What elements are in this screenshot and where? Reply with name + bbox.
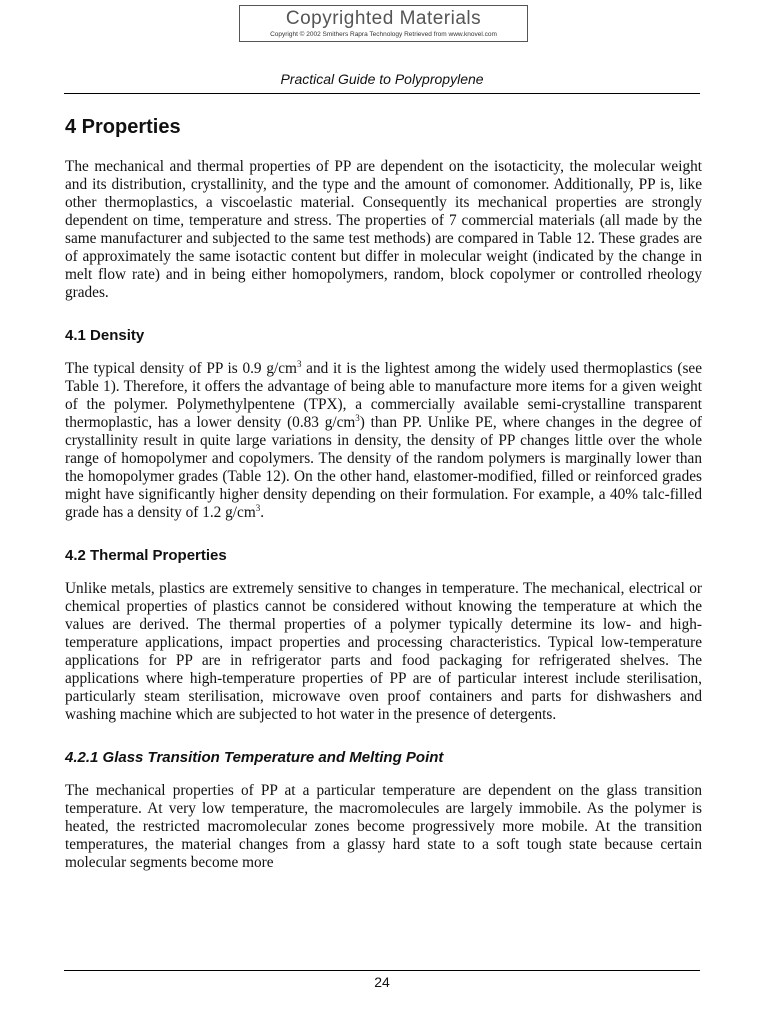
section-title: 4 Properties (65, 116, 181, 138)
intro-paragraph: The mechanical and thermal properties of PP are dependent on the isotacticity, the molecular weight and its distribution, crystallinity, and the type and the amount of comonomer. Additionally, PP is, like other thermoplastics, a viscoelastic material. Consequently its mechanical properties are strongly dependent on time, temperature and stress. The properties of 7 commercial materials (all made by the same manufacturer and subjected to the same test methods) are compared in Table 12. These grades are of approximately the same isotactic content but differ in molecular weight (indicated by the change in melt flow rate) and in being either homopolymers, random, block copolymer or controlled rheology grades. (65, 158, 702, 301)
running-header: Practical Guide to Polypropylene (280, 71, 484, 87)
banner-title: Copyrighted Materials (285, 8, 482, 29)
footer-rule (64, 970, 700, 971)
page-number: 24 (374, 974, 390, 990)
thermal-heading: 4.2 Thermal Properties (65, 547, 227, 564)
glass-transition-paragraph: The mechanical properties of PP at a particular temperature are dependent on the glass transition temperature. At very low temperature, the macromolecules are largely immobile. As the polymer is heated, the restricted macromolecular zones become progressively more mobile. At the transition temperatures, the material changes from a glassy hard state to a soft tough state because certain molecular segments become more (65, 782, 702, 871)
glass-transition-heading: 4.2.1 Glass Transition Temperature and Melting Point (65, 749, 444, 766)
thermal-paragraph: Unlike metals, plastics are extremely sensitive to changes in temperature. The mechanical, electrical or chemical properties of plastics cannot be considered without knowing the temperature at which the values are derived. The thermal properties of a polymer typically determine its low- and high-temperature applications, impact properties and processing characteristics. Typical low-temperature applications for PP are in refrigerator parts and food packaging for refrigerated shelves. The applications where high-temperature properties of PP are of particular interest include sterilisation, particularly steam sterilisation, microwave oven proof containers and parts for dishwashers and washing machine which are subjected to hot water in the presence of detergents. (65, 580, 702, 723)
banner-subtitle: Copyright © 2002 Smithers Rapra Technology Retrieved from www.knovel.com (270, 31, 497, 38)
density-paragraph: The typical density of PP is 0.9 $g/cm^3$ and it is the lightest among the widely used thermoplastics (see Table 1). Therefore, it offers the advantage of being able to manufacture more items for a given weight of the polymer. Polymethylpentene (TPX), a commercially available semi-crystalline transparent thermoplastic, has a lower density (0.83 $g/cm^3$) than PP. Unlike PE, where changes in the degree of crystallinity result in quite large variations in density, the density of PP changes little over the whole range of homopolymer and copolymers. The density of the random polymers is marginally lower than the homopolymer grades (Table 12). On the other hand, elastomer-modified, filled or reinforced grades might have significantly higher density depending on their formulation. For example, a 40% talc-filled grade has a density of 1.2 $g/cm^3$. (65, 358, 702, 521)
header-rule (64, 93, 700, 94)
page-content (65, 112, 702, 872)
copyright-banner (239, 5, 528, 42)
density-heading: 4.1 Density (65, 327, 145, 344)
